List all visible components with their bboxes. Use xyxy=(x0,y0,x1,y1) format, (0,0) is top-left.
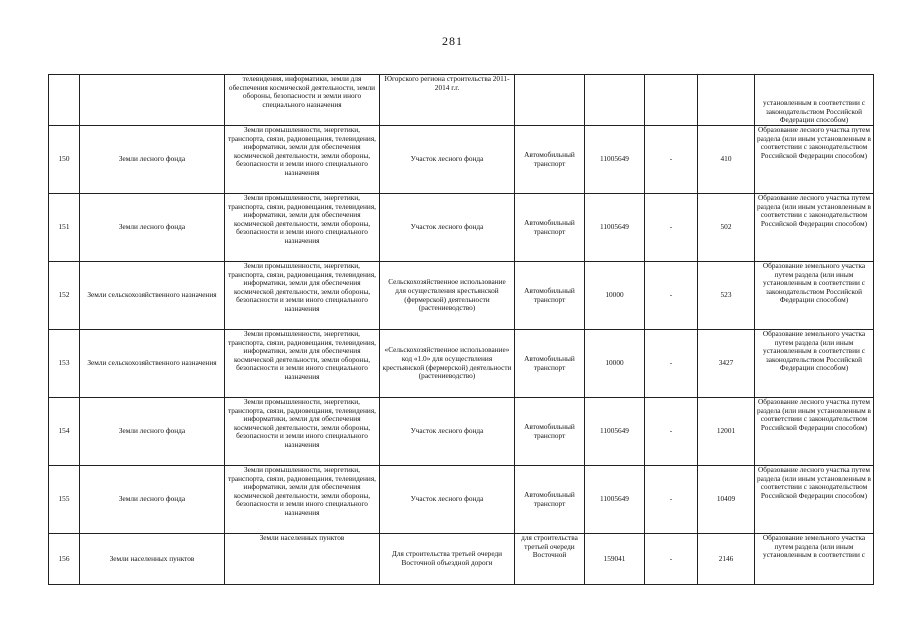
continuation-row xyxy=(49,75,874,126)
page-number: 281 xyxy=(442,34,463,48)
cell-dash: - xyxy=(645,262,698,330)
cell-use-type: Для строительства третьей очереди Восточной объездной дороги xyxy=(380,534,515,585)
cell-num: 151 xyxy=(49,194,80,262)
cell-category: Земли лесного фонда xyxy=(80,466,225,534)
cell-road: Автомобильный транспорт xyxy=(515,466,585,534)
table-row xyxy=(49,398,874,466)
cell-land-category: Земли промышленности, энергетики, транспорта, связи, радиовещания, телевидения, информатики, земли для обеспечения космической деятельности, земли обороны, безопасности и земли иного специального назначения xyxy=(225,330,380,398)
table-row xyxy=(49,194,874,262)
cell-num: 150 xyxy=(49,126,80,194)
cell-result: Образование земельного участка путем раздела (или иным установленным в соответствии с законодательством Российской Федерации способом) xyxy=(755,330,874,398)
cell-dash: - xyxy=(645,534,698,585)
table-row xyxy=(49,330,874,398)
cell-category: Земли лесного фонда xyxy=(80,194,225,262)
cell-area: 502 xyxy=(698,194,755,262)
cell-use-type: Сельскохозяйственное использование для осуществления крестьянской (фермерской) деятельности (растениеводство) xyxy=(380,262,515,330)
cell-land-category: телевидения, информатики, земли для обеспечения космической деятельности, земли обороны, безопасности и земли иного специального назначения xyxy=(225,75,380,126)
table-row xyxy=(49,262,874,330)
cell-code: 11005649 xyxy=(585,398,645,466)
cell-area: 523 xyxy=(698,262,755,330)
cell-num: 155 xyxy=(49,466,80,534)
cell-code: 159041 xyxy=(585,534,645,585)
cell-road: для строительства третьей очереди Восточной xyxy=(515,534,585,585)
cell-use-type: Участок лесного фонда xyxy=(380,466,515,534)
cell-dash: - xyxy=(645,466,698,534)
cell-area: 3427 xyxy=(698,330,755,398)
cell-dash: - xyxy=(645,194,698,262)
cell-use-type: «Сельскохозяйственное использование» код «1.0» для осуществления крестьянской (фермерской) деятельности (растениеводство) xyxy=(380,330,515,398)
cell-category: Земли лесного фонда xyxy=(80,126,225,194)
cell-result: установленным в соответствии с законодательством Российской Федерации способом) xyxy=(755,75,874,126)
cell-code: 11005649 xyxy=(585,466,645,534)
cell-num: 154 xyxy=(49,398,80,466)
cell-road: Автомобильный транспорт xyxy=(515,398,585,466)
cell-num: 153 xyxy=(49,330,80,398)
cell-land-category: Земли промышленности, энергетики, транспорта, связи, радиовещания, телевидения, информатики, земли для обеспечения космической деятельности, земли обороны, безопасности и земли иного специального назначения xyxy=(225,262,380,330)
cell-area: 2146 xyxy=(698,534,755,585)
cell-use-type: Участок лесного фонда xyxy=(380,398,515,466)
cell-category xyxy=(80,75,225,126)
cell-dash: - xyxy=(645,126,698,194)
cell-category: Земли сельскохозяйственного назначения xyxy=(80,330,225,398)
cell-category: Земли сельскохозяйственного назначения xyxy=(80,262,225,330)
cell-road: Автомобильный транспорт xyxy=(515,262,585,330)
cell-result: Образование лесного участка путем раздела (или иным установленным в соответствии с законодательством Российской Федерации способом) xyxy=(755,194,874,262)
cell-code: 11005649 xyxy=(585,194,645,262)
cell-result: Образование земельного участка путем раздела (или иным установленным в соответствии с xyxy=(755,534,874,585)
land-plots-table xyxy=(48,74,874,585)
cell-num: 152 xyxy=(49,262,80,330)
cell-category: Земли лесного фонда xyxy=(80,398,225,466)
cell-use-type: Югорского региона строительства 2011-2014 г.г. xyxy=(380,75,515,126)
cell-result: Образование лесного участка путем раздела (или иным установленным в соответствии с законодательством Российской Федерации способом) xyxy=(755,398,874,466)
cell-code xyxy=(585,75,645,126)
table-row xyxy=(49,534,874,585)
cell-area: 410 xyxy=(698,126,755,194)
cell-area: 10409 xyxy=(698,466,755,534)
cell-num: 156 xyxy=(49,534,80,585)
cell-dash: - xyxy=(645,330,698,398)
cell-category: Земли населенных пунктов xyxy=(80,534,225,585)
cell-dash xyxy=(645,75,698,126)
cell-area xyxy=(698,75,755,126)
cell-road xyxy=(515,75,585,126)
cell-result: Образование земельного участка путем раздела (или иным установленным в соответствии с законодательством Российской Федерации способом) xyxy=(755,262,874,330)
cell-num xyxy=(49,75,80,126)
cell-road: Автомобильный транспорт xyxy=(515,126,585,194)
cell-land-category: Земли промышленности, энергетики, транспорта, связи, радиовещания, телевидения, информатики, земли для обеспечения космической деятельности, земли обороны, безопасности и земли иного специального назначения xyxy=(225,398,380,466)
cell-use-type: Участок лесного фонда xyxy=(380,194,515,262)
table-row xyxy=(49,126,874,194)
table-row xyxy=(49,466,874,534)
cell-road: Автомобильный транспорт xyxy=(515,330,585,398)
cell-code: 10000 xyxy=(585,330,645,398)
cell-road: Автомобильный транспорт xyxy=(515,194,585,262)
cell-code: 11005649 xyxy=(585,126,645,194)
cell-land-category: Земли населенных пунктов xyxy=(225,534,380,585)
cell-land-category: Земли промышленности, энергетики, транспорта, связи, радиовещания, телевидения, информатики, земли для обеспечения космической деятельности, земли обороны, безопасности и земли иного специального назначения xyxy=(225,466,380,534)
cell-area: 12001 xyxy=(698,398,755,466)
cell-dash: - xyxy=(645,398,698,466)
cell-code: 10000 xyxy=(585,262,645,330)
cell-use-type: Участок лесного фонда xyxy=(380,126,515,194)
cell-result: Образование лесного участка путем раздела (или иным установленным в соответствии с законодательством Российской Федерации способом) xyxy=(755,126,874,194)
cell-land-category: Земли промышленности, энергетики, транспорта, связи, радиовещания, телевидения, информатики, земли для обеспечения космической деятельности, земли обороны, безопасности и земли иного специального назначения xyxy=(225,126,380,194)
cell-land-category: Земли промышленности, энергетики, транспорта, связи, радиовещания, телевидения, информатики, земли для обеспечения космической деятельности, земли обороны, безопасности и земли иного специального назначения xyxy=(225,194,380,262)
cell-result: Образование лесного участка путем раздела (или иным установленным в соответствии с законодательством Российской Федерации способом) xyxy=(755,466,874,534)
